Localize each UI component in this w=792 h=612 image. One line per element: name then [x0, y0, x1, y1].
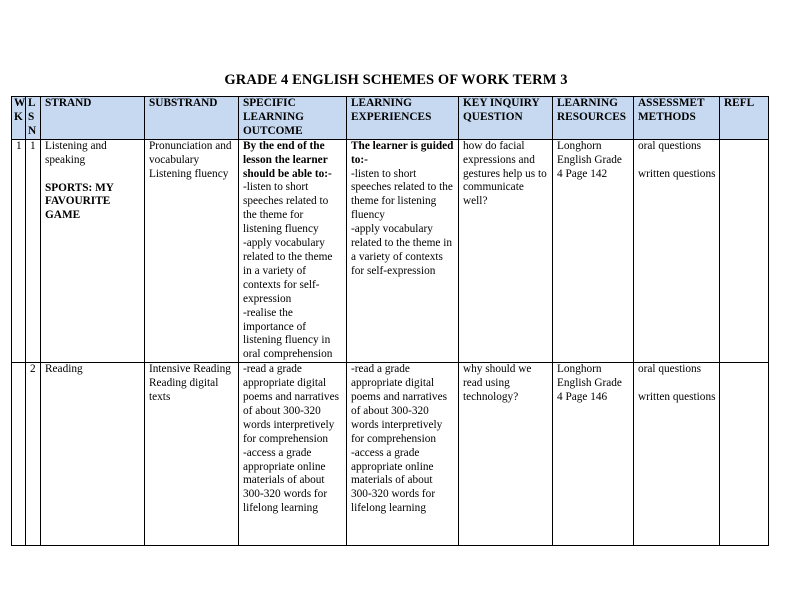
- cell-learning-experiences: [347, 139, 459, 363]
- specific-item: -read a grade appropriate digital poems and narratives of about 300-320 words interpretively for comprehension: [243, 363, 339, 445]
- specific-item: -access a grade appropriate online materials of about 300-320 words for lifelong learning: [243, 446, 328, 515]
- header-substrand: SUBSTRAND: [145, 97, 239, 140]
- strand-text: Listening and speaking: [45, 139, 107, 166]
- assessment-item: oral questions: [638, 139, 702, 152]
- experience-item: -apply vocabulary related to the theme in a variety of contexts for self-expression: [351, 223, 453, 277]
- cell-learning-resources: Longhorn English Grade 4 Page 146: [553, 363, 634, 546]
- specific-item: -realise the importance of listening fluency in oral comprehension: [243, 306, 333, 361]
- header-week: W K: [12, 97, 26, 140]
- document-title: GRADE 4 ENGLISH SCHEMES OF WORK TERM 3: [224, 72, 568, 88]
- strand-topic: SPORTS: MY FAVOURITE GAME: [45, 181, 114, 222]
- specific-item: -listen to short speeches related to the theme for listening fluency: [243, 181, 329, 236]
- experience-item: -read a grade appropriate digital poems and narratives of about 300-320 words interpretively for comprehension: [351, 363, 447, 445]
- header-key-inquiry: KEY INQUIRY QUESTION: [459, 97, 553, 140]
- experience-item: -listen to short speeches related to the theme for listening fluency: [351, 167, 453, 222]
- cell-lesson: 2: [26, 363, 41, 546]
- cell-assessment: [634, 139, 720, 363]
- specific-intro: By the end of the lesson the learner should be able to:-: [243, 139, 332, 180]
- cell-week: 1: [12, 139, 26, 363]
- cell-week: [12, 363, 26, 546]
- cell-lesson: 1: [26, 139, 41, 363]
- header-learning-experiences: LEARNING EXPERIENCES: [347, 97, 459, 140]
- cell-learning-experiences: [347, 363, 459, 546]
- table-row: [12, 139, 769, 363]
- cell-substrand: Pronunciation and vocabulary Listening fluency: [145, 139, 239, 363]
- cell-specific-outcome: [239, 139, 347, 363]
- header-learning-resources: LEARNING RESOURCES: [553, 97, 634, 140]
- cell-reflection: [720, 363, 769, 546]
- cell-learning-resources: Longhorn English Grade 4 Page 142: [553, 139, 634, 363]
- cell-reflection: [720, 139, 769, 363]
- experience-item: -access a grade appropriate online materials of about 300-320 words for lifelong learning: [351, 446, 436, 515]
- experiences-intro: The learner is guided to:-: [351, 139, 454, 166]
- header-assessment: ASSESSMET METHODS: [634, 97, 720, 140]
- schemes-of-work-table: [11, 96, 769, 546]
- cell-specific-outcome: [239, 363, 347, 546]
- cell-key-inquiry: how do facial expressions and gestures help us to communicate well?: [459, 139, 553, 363]
- header-strand: STRAND: [41, 97, 145, 140]
- cell-strand: Reading: [41, 363, 145, 546]
- specific-item: -apply vocabulary related to the theme in a variety of contexts for self-expression: [243, 237, 333, 305]
- header-specific-outcome: SPECIFIC LEARNING OUTCOME: [239, 97, 347, 140]
- assessment-item: oral questions: [638, 363, 702, 376]
- header-lesson: L S N: [26, 97, 41, 140]
- cell-assessment: [634, 363, 720, 546]
- header-row: [12, 97, 769, 140]
- cell-substrand: Intensive Reading Reading digital texts: [145, 363, 239, 546]
- cell-key-inquiry: why should we read using technology?: [459, 363, 553, 546]
- cell-strand: [41, 139, 145, 363]
- assessment-item: written questions: [638, 391, 716, 404]
- header-reflection: REFL: [720, 97, 769, 140]
- assessment-item: written questions: [638, 167, 716, 180]
- table-row: [12, 363, 769, 546]
